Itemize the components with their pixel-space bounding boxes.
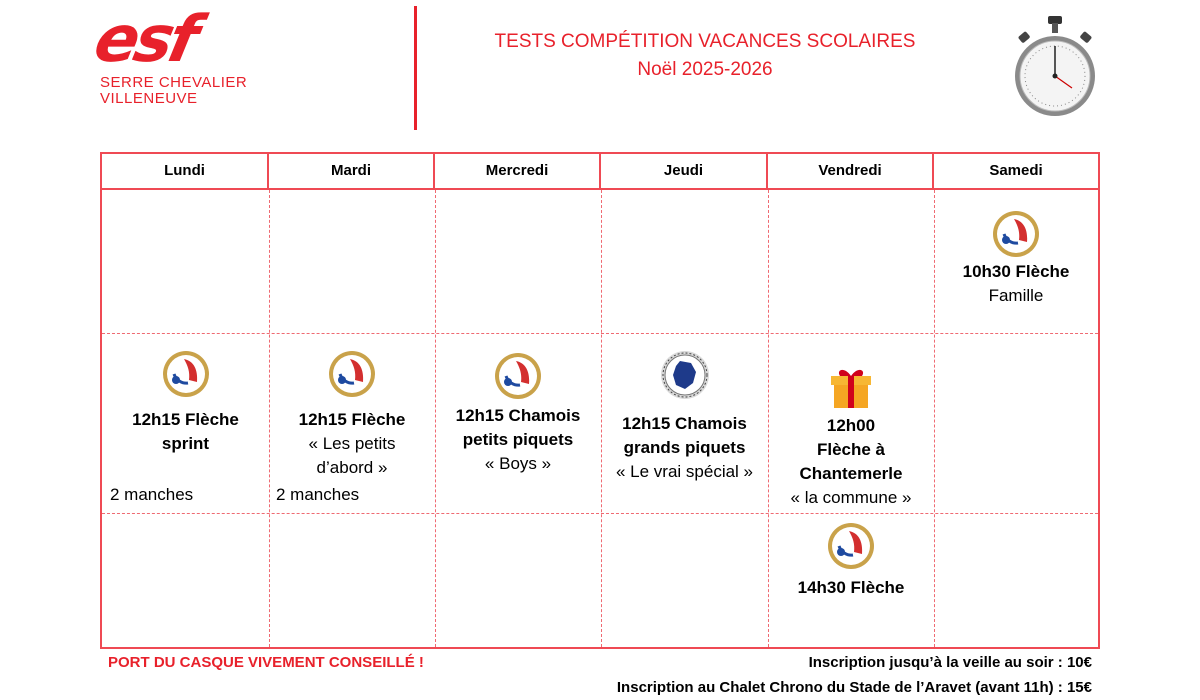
event-title-line2: sprint (161, 434, 210, 453)
fleche-badge-icon (328, 350, 376, 398)
event-mardi-fleche (269, 350, 435, 480)
day-header-samedi: Samedi (989, 162, 1043, 179)
event-title-line1: Flèche à (816, 440, 886, 459)
day-header-row (102, 154, 1098, 190)
fleche-badge-icon (162, 350, 210, 398)
event-detail: « Boys » (484, 454, 552, 473)
chamois-france-badge-icon (660, 350, 710, 400)
event-note: 2 manches (110, 485, 194, 504)
helmet-notice: PORT DU CASQUE VIVEMENT CONSEILLÉ ! (108, 654, 424, 671)
event-jeudi-chamois (601, 350, 768, 484)
event-title-line1: 12h15 Chamois (455, 406, 581, 425)
day-header-mardi: Mardi (269, 154, 435, 188)
event-vendredi-chantemerle (768, 364, 934, 510)
esf-logo (88, 3, 326, 107)
event-title-line1: 14h30 Flèche (797, 578, 905, 597)
chamois-badge-icon (494, 352, 542, 400)
event-mercredi-chamois (435, 352, 601, 476)
page-subtitle: Noël 2025-2026 (637, 59, 773, 80)
fleche-badge-icon (827, 522, 875, 570)
event-detail: « Le vrai spécial » (615, 462, 754, 481)
event-note: 2 manches (276, 485, 360, 504)
event-title-line1: 12h15 Flèche (298, 410, 406, 429)
event-detail-line1: « Les petits (308, 434, 396, 453)
event-time-title: 10h30 Flèche (962, 262, 1070, 281)
day-header-lundi: Lundi (102, 154, 269, 188)
logo-line-1: SERRE CHEVALIER (100, 74, 248, 91)
day-header-jeudi: Jeudi (601, 154, 768, 188)
event-detail: « la commune » (790, 488, 912, 507)
event-title-line2: grands piquets (623, 438, 746, 457)
price-line-1: Inscription jusqu’à la veille au soir : 10€ (808, 654, 1092, 671)
fleche-badge-icon (992, 210, 1040, 258)
event-time: 12h00 (826, 416, 876, 435)
event-detail-line2: d’abord » (316, 458, 388, 477)
weekly-calendar (100, 152, 1100, 649)
event-samedi-fleche (934, 210, 1098, 308)
event-lundi-fleche (102, 350, 269, 456)
event-title-line2: petits piquets (462, 430, 574, 449)
logo-line-2: VILLENEUVE (100, 90, 198, 107)
header-divider (414, 6, 417, 130)
event-vendredi-fleche (768, 522, 934, 600)
day-header-vendredi: Vendredi (768, 154, 934, 188)
logo-wordmark: esf (88, 3, 202, 77)
page-title: TESTS COMPÉTITION VACANCES SCOLAIRES (494, 31, 916, 52)
event-detail: Famille (988, 286, 1044, 305)
event-title-line1: 12h15 Chamois (622, 414, 747, 433)
row-divider (102, 513, 1098, 514)
stopwatch-icon (1008, 14, 1102, 124)
price-line-2: Inscription au Chalet Chrono du Stade de l’Aravet (avant 11h) : 15€ (616, 679, 1092, 696)
gift-icon (828, 364, 874, 410)
row-divider (102, 333, 1098, 334)
day-header-mercredi: Mercredi (435, 154, 601, 188)
event-title-line2: Chantemerle (799, 464, 903, 483)
event-title-line1: 12h15 Flèche (132, 410, 239, 429)
